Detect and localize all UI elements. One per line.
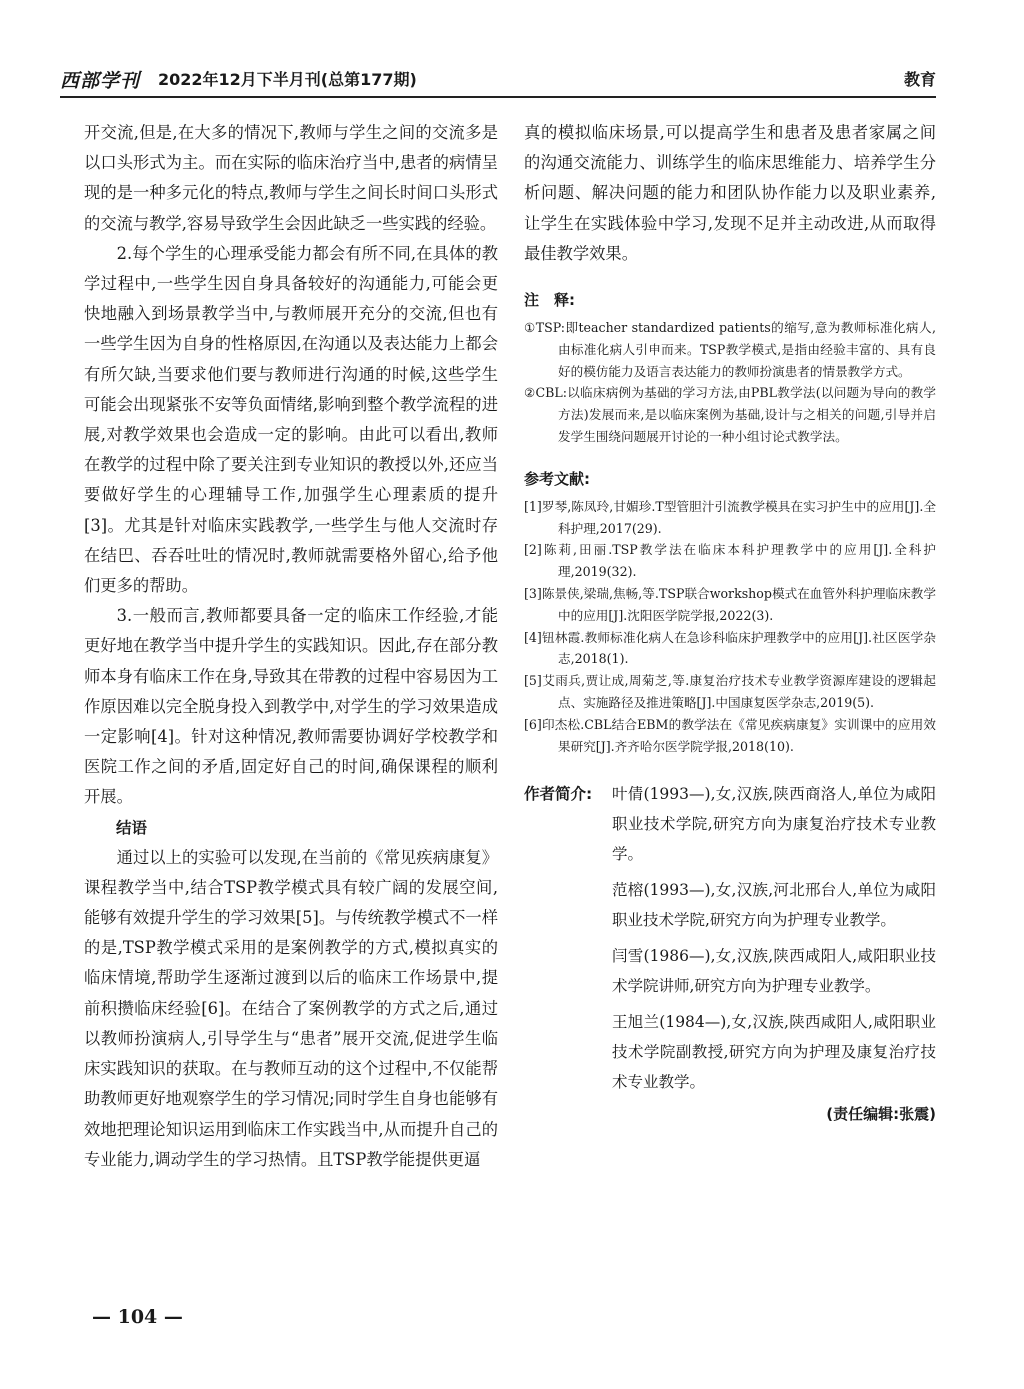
body-paragraph: 开交流,但是,在大多的情况下,教师与学生之间的交流多是以口头形式为主。而在实际的临床治疗当中,患者的病情呈现的是一种多元化的特点,教师与学生之间长时间口头形式的交流与教学,容易导致学生会因此缺乏一些实践的经验。 bbox=[84, 123, 498, 233]
section-name: 教育 bbox=[903, 70, 936, 89]
body-paragraph: 真的模拟临床场景,可以提高学生和患者及患者家属之间的沟通交流能力、训练学生的临床思维能力、培养学生分析问题、解决问题的能力和团队协作能力以及职业素养,让学生在实践体验中学习,发现不足并主动改进,从而取得最佳教学效果。 bbox=[524, 123, 936, 263]
note-item: ①TSP:即teacher standardized patients的缩写,意为教师标准化病人,由标准化病人引申而来。TSP教学模式,是指由经验丰富的、具有良好的模仿能力及语言表达能力的教师扮演患者的情景教学方式。 bbox=[524, 320, 936, 379]
right-column bbox=[524, 118, 936, 1124]
left-column bbox=[84, 118, 498, 1175]
reference-item: [4]钮林霞.教师标准化病人在急诊科临床护理教学中的应用[J].社区医学杂志,2018(1). bbox=[524, 629, 936, 667]
issue-info: 2022年12月下半月刊(总第177期) bbox=[158, 70, 417, 89]
body-paragraph: 2.每个学生的心理承受能力都会有所不同,在具体的教学过程中,一些学生因自身具备较好的沟通能力,可能会更快地融入到场景教学当中,与教师展开充分的交流,但也有一些学生因为自身的性格原因,在沟通以及表达能力上都会有所欠缺,当要求他们要与教师进行沟通的时候,这些学生可能会出现紧张不安等负面情绪,影响到整个教学流程的进展,对教学效果也会造成一定的影响。由此可以看出,教师在教学的过程中除了要关注到专业知识的教授以外,还应当要做好学生的心理辅导工作,加强学生心理素质的提升[3]。尤其是针对临床实践教学,一些学生与他人交流时存在结巴、吞吞吐吐的情况时,教师就需要格外留心,给予他们更多的帮助。 bbox=[84, 243, 498, 596]
reference-item: [6]印杰松.CBL结合EBM的教学法在《常见疾病康复》实训课中的应用效果研究[J].齐齐哈尔医学院学报,2018(10). bbox=[524, 716, 936, 754]
page-number: — 104 — bbox=[92, 1306, 183, 1328]
reference-item: [2]陈莉,田丽.TSP教学法在临床本科护理教学中的应用[J].全科护理,2019(32). bbox=[524, 542, 936, 580]
conclusion-heading: 结语 bbox=[116, 818, 148, 837]
reference-item: [5]艾雨兵,贾让成,周菊芝,等.康复治疗技术专业教学资源库建设的逻辑起点、实施路径及推进策略[J].中国康复医学杂志,2019(5). bbox=[524, 673, 936, 710]
body-paragraph: 通过以上的实验可以发现,在当前的《常见疾病康复》课程教学当中,结合TSP教学模式具有较广阔的发展空间,能够有效提升学生的学习效果[5]。与传统教学模式不一样的是,TSP教学模式采用的是案例教学的方式,模拟真实的临床情境,帮助学生逐渐过渡到以后的临床工作场景中,提前积攒临床经验[6]。在结合了案例教学的方式之后,通过以教师扮演病人,引导学生与“患者”展开交流,促进学生临床实践知识的获取。在与教师互动的这个过程中,不仅能帮助教师更好地观察学生的学习情况;同时学生自身也能够有效地把理论知识运用到临床工作实践当中,从而提升自己的专业能力,调动学生的学习热情。且TSP教学能提供更逼 bbox=[84, 847, 498, 1169]
journal-logo: 西部学刊 bbox=[60, 70, 141, 92]
note-item: ②CBL:以临床病例为基础的学习方法,由PBL教学法(以问题为导向的教学方法)发展而来,是以临床案例为基础,设计与之相关的问题,引导并启发学生围绕问题展开讨论的一种小组讨论式教学法。 bbox=[524, 385, 936, 444]
bio-label: 作者简介: bbox=[524, 785, 593, 804]
references-title: 参考文献: bbox=[524, 469, 590, 488]
page-header bbox=[60, 62, 936, 98]
body-paragraph: 3.一般而言,教师都要具备一定的临床工作经验,才能更好地在教学当中提升学生的实践知识。因此,存在部分教师本身有临床工作在身,导致其在带教的过程中容易因为工作原因难以完全脱身投入到教学中,对学生的学习效果造成一定影响[4]。针对这种情况,教师需要协调好学校教学和医院工作之间的矛盾,固定好自己的时间,确保课程的顺利开展。 bbox=[84, 606, 498, 807]
author-bios bbox=[524, 779, 936, 1097]
author-bio: 闫雪(1986—),女,汉族,陕西咸阳人,咸阳职业技术学院讲师,研究方向为护理专业教学。 bbox=[612, 947, 936, 996]
responsible-editor: (责任编辑:张震) bbox=[826, 1105, 936, 1124]
author-bio: 王旭兰(1984—),女,汉族,陕西咸阳人,咸阳职业技术学院副教授,研究方向为护理及康复治疗技术专业教学。 bbox=[612, 1013, 936, 1092]
author-bio: 叶倩(1993—),女,汉族,陕西商洛人,单位为咸阳职业技术学院,研究方向为康复治疗技术专业教学。 bbox=[612, 785, 936, 864]
notes-title: 注 释: bbox=[524, 291, 575, 310]
author-bio: 范榕(1993—),女,汉族,河北邢台人,单位为咸阳职业技术学院,研究方向为护理专业教学。 bbox=[612, 881, 936, 930]
reference-item: [3]陈景侠,梁瑞,焦畅,等.TSP联合workshop模式在血管外科护理临床教学中的应用[J].沈阳医学院学报,2022(3). bbox=[524, 585, 936, 623]
reference-item: [1]罗琴,陈凤玲,甘媚珍.T型管胆汁引流教学模具在实习护生中的应用[J].全科护理,2017(29). bbox=[524, 498, 936, 536]
